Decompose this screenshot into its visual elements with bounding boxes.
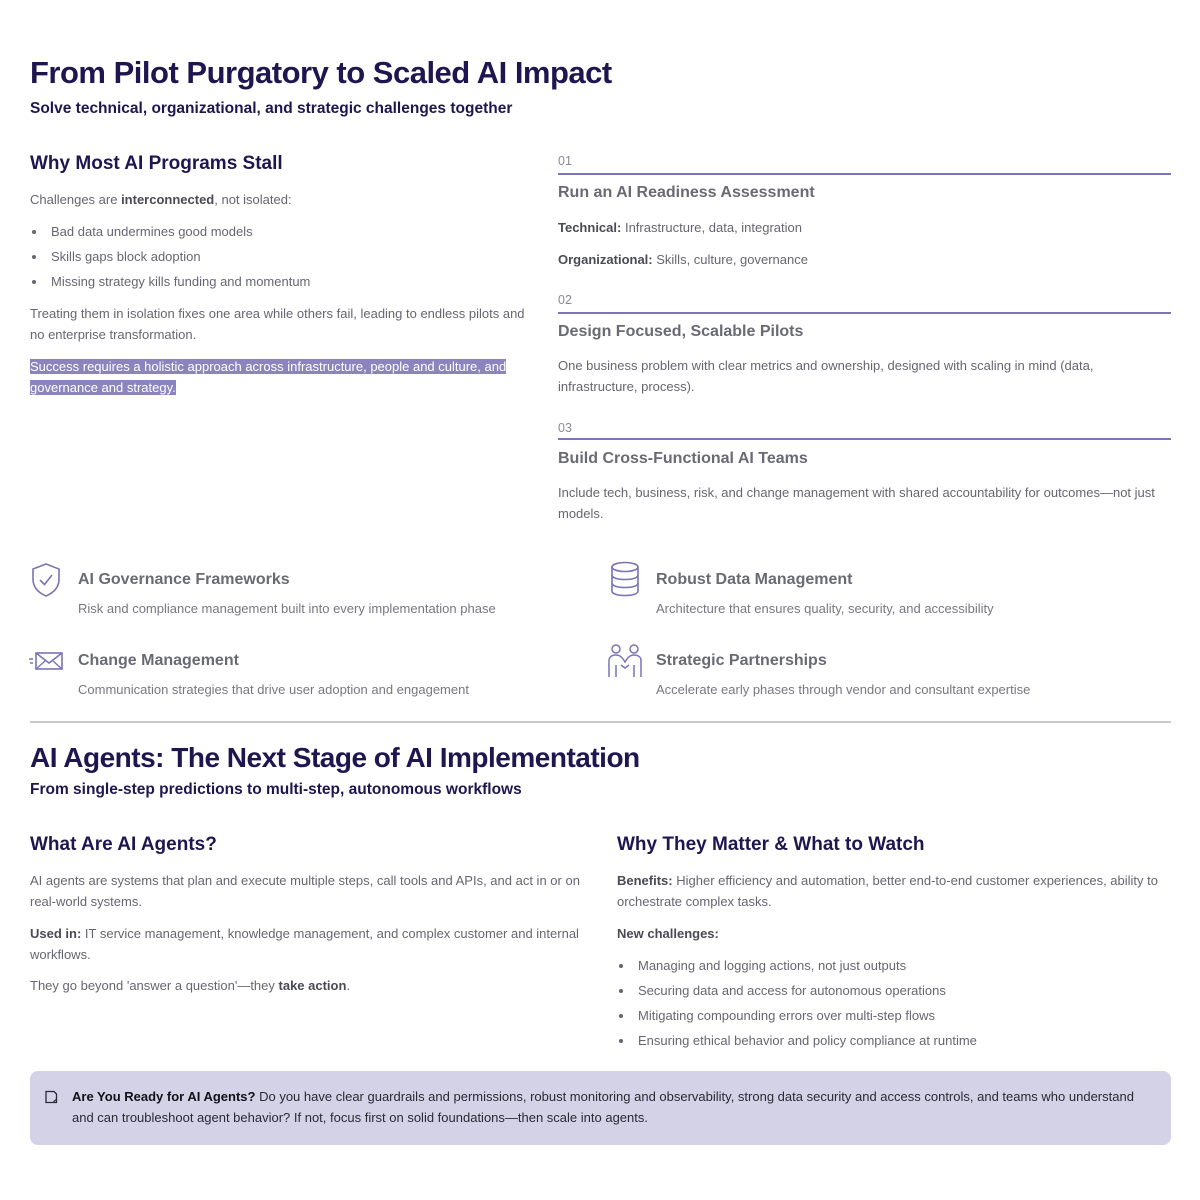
feature-title: AI Governance Frameworks (78, 571, 290, 588)
feature-desc: Risk and compliance management built into every implementation phase (78, 601, 496, 616)
feature-desc: Architecture that ensures quality, security, and accessibility (656, 601, 994, 616)
list-item: Securing data and access for autonomous operations (617, 981, 1172, 1006)
readiness-callout (30, 1071, 1171, 1145)
list-item: Missing strategy kills funding and momentum (30, 272, 530, 297)
step-title: Build Cross-Functional AI Teams (558, 450, 808, 467)
feature-desc: Communication strategies that drive user adoption and engagement (78, 682, 469, 697)
step-number: 03 (558, 421, 572, 435)
section-divider (30, 721, 1171, 723)
envelope-icon (28, 650, 64, 677)
what-used-in: Used in: IT service management, knowledge management, and complex customer and internal workflows. (30, 926, 579, 962)
feature-title: Strategic Partnerships (656, 652, 827, 669)
stall-bullet-list (30, 222, 530, 297)
why-challenges-label: New challenges: (617, 926, 719, 941)
page-subtitle: Solve technical, organizational, and strategic challenges together (30, 100, 513, 117)
step-text: One business problem with clear metrics and ownership, designed with scaling in mind (data, infrastructure, process). (558, 358, 1094, 394)
highlighted-text[interactable]: Success requires a holistic approach across infrastructure, people and culture, and governance and strategy. (30, 359, 507, 395)
step-divider (558, 173, 1171, 175)
note-icon (44, 1090, 58, 1109)
agents-subtitle: From single-step predictions to multi-step, autonomous workflows (30, 781, 522, 798)
list-item: Skills gaps block adoption (30, 247, 530, 272)
page-title: From Pilot Purgatory to Scaled AI Impact (30, 55, 612, 90)
feature-title: Change Management (78, 652, 239, 669)
shield-check-icon (30, 562, 62, 603)
partnership-icon (606, 643, 644, 684)
step-number: 01 (558, 154, 572, 168)
why-heading: Why They Matter & What to Watch (617, 834, 925, 855)
database-icon (609, 561, 641, 602)
why-benefits: Benefits: Higher efficiency and automation, better end-to-end customer experiences, ability to orchestrate complex tasks. (617, 873, 1158, 909)
step-organizational-line: Organizational: Skills, culture, governance (558, 252, 808, 267)
list-item: Mitigating compounding errors over multi-step flows (617, 1006, 1172, 1031)
what-heading: What Are AI Agents? (30, 834, 217, 855)
step-title: Design Focused, Scalable Pilots (558, 323, 804, 340)
feature-title: Robust Data Management (656, 571, 853, 588)
list-item: Ensuring ethical behavior and policy compliance at runtime (617, 1031, 1172, 1056)
step-number: 02 (558, 293, 572, 307)
list-item: Managing and logging actions, not just outputs (617, 956, 1172, 981)
step-divider (558, 438, 1171, 440)
callout-text: Are You Ready for AI Agents? Do you have clear guardrails and permissions, robust monitoring and observability, strong data security and access controls, and teams who understand and can troubleshoot agent behavior? If not, focus first on solid foundations—then scale into agents. (72, 1089, 1134, 1125)
step-text: Include tech, business, risk, and change management with shared accountability for outcomes—not just models. (558, 485, 1155, 521)
step-divider (558, 312, 1171, 314)
stall-intro: Challenges are interconnected, not isolated: (30, 192, 292, 207)
step-title: Run an AI Readiness Assessment (558, 184, 815, 201)
list-item: Bad data undermines good models (30, 222, 530, 247)
what-paragraph-1: AI agents are systems that plan and execute multiple steps, call tools and APIs, and act in or on real-world systems. (30, 873, 580, 909)
feature-desc: Accelerate early phases through vendor and consultant expertise (656, 682, 1031, 697)
stall-heading: Why Most AI Programs Stall (30, 153, 283, 174)
what-paragraph-3: They go beyond 'answer a question'—they take action. (30, 978, 351, 993)
challenges-bullet-list (617, 956, 1172, 1056)
stall-paragraph: Treating them in isolation fixes one area while others fail, leading to endless pilots and no enterprise transformation. (30, 306, 525, 342)
step-technical-line: Technical: Infrastructure, data, integration (558, 220, 802, 235)
agents-title: AI Agents: The Next Stage of AI Implementation (30, 742, 640, 773)
